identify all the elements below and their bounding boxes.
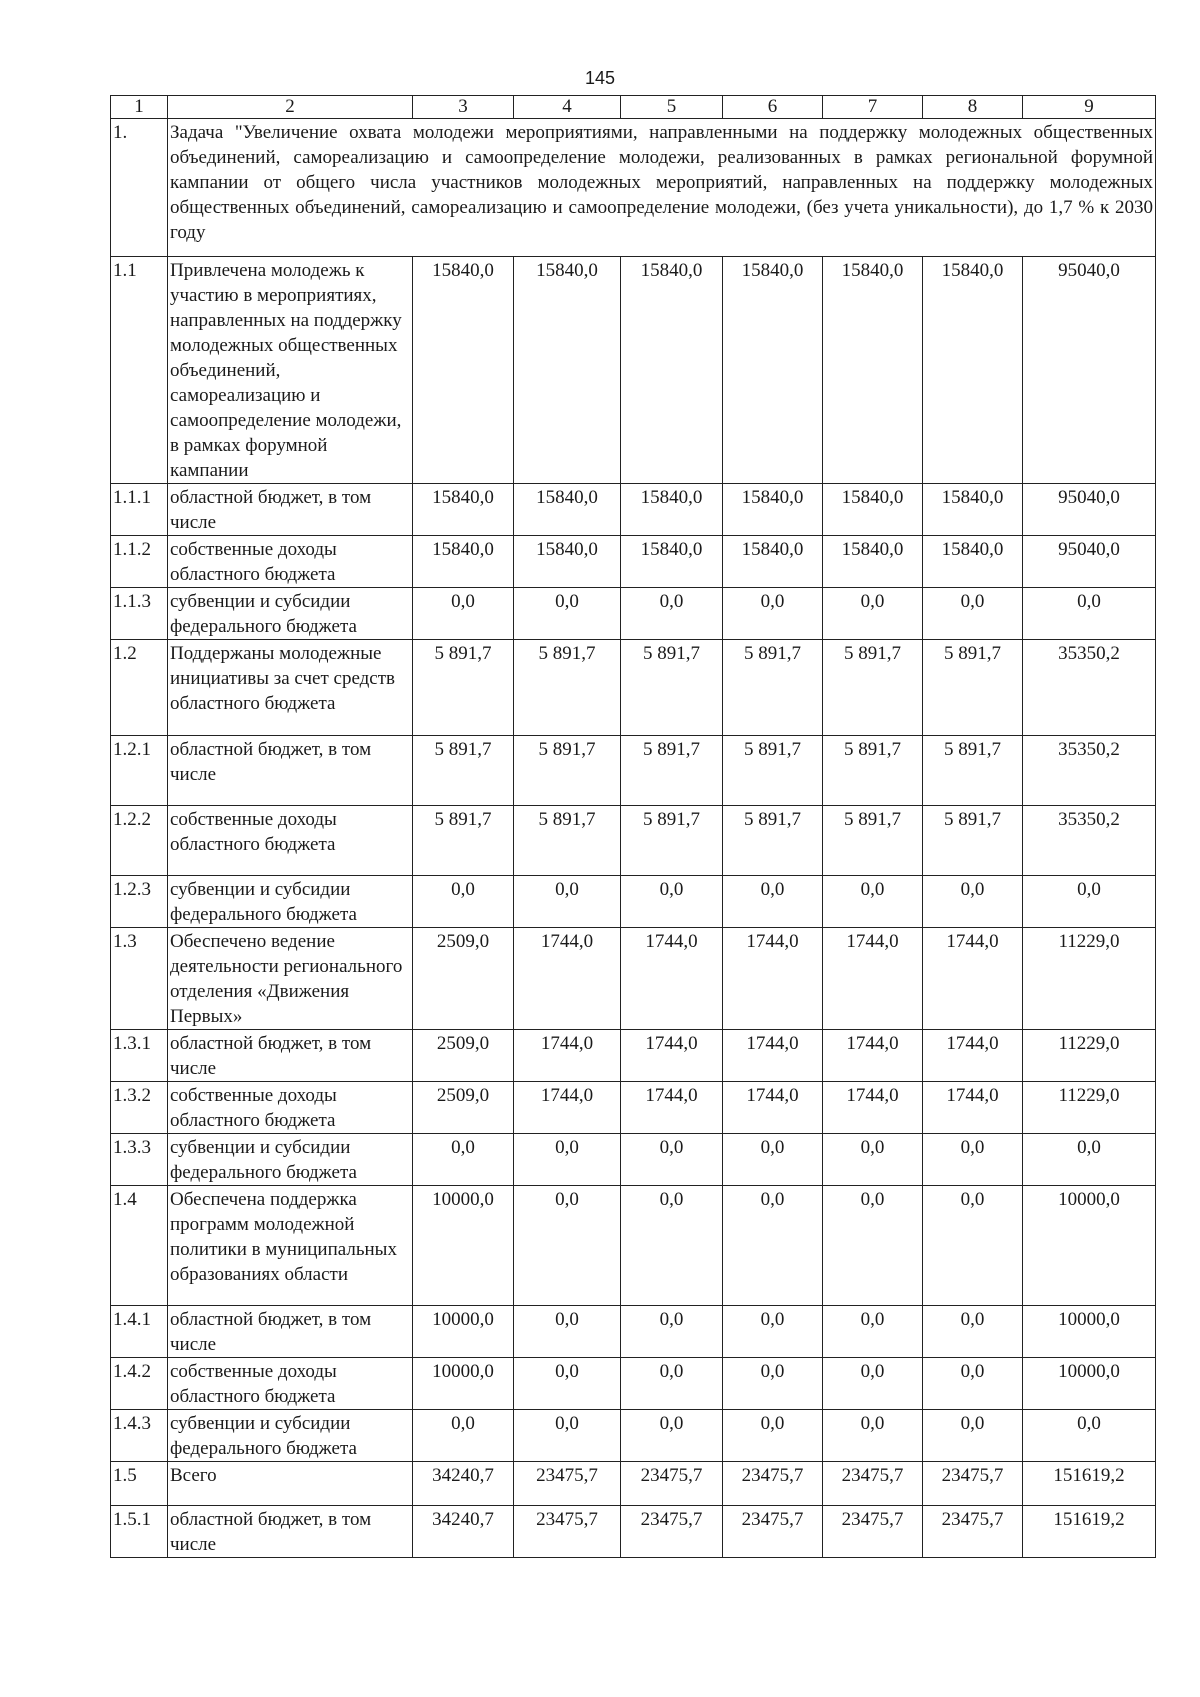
row-value: 35350,2	[1023, 640, 1156, 736]
table-row	[111, 588, 1156, 640]
row-value: 11229,0	[1023, 1082, 1156, 1134]
row-value: 5 891,7	[723, 640, 823, 736]
row-value: 0,0	[1023, 1134, 1156, 1186]
row-value: 0,0	[923, 1186, 1023, 1306]
row-label: субвенции и субсидии федерального бюджета	[168, 876, 413, 928]
row-value: 0,0	[823, 1186, 923, 1306]
row-code: 1.4.3	[111, 1410, 168, 1462]
row-value: 0,0	[413, 876, 514, 928]
table-row	[111, 1358, 1156, 1410]
column-number: 9	[1023, 96, 1156, 119]
row-code: 1.3.1	[111, 1030, 168, 1082]
row-label: Поддержаны молодежные инициативы за счет средств областного бюджета	[168, 640, 413, 736]
row-value: 0,0	[514, 876, 621, 928]
row-value: 0,0	[621, 1186, 723, 1306]
table-row	[111, 928, 1156, 1030]
task-code: 1.	[111, 119, 168, 257]
row-value: 0,0	[621, 876, 723, 928]
table-row	[111, 1082, 1156, 1134]
row-value: 5 891,7	[823, 640, 923, 736]
row-value: 11229,0	[1023, 928, 1156, 1030]
row-value: 15840,0	[823, 484, 923, 536]
row-value: 5 891,7	[514, 736, 621, 806]
row-value: 15840,0	[621, 257, 723, 484]
row-value: 5 891,7	[413, 736, 514, 806]
row-value: 0,0	[823, 1410, 923, 1462]
row-value: 23475,7	[723, 1462, 823, 1506]
row-value: 0,0	[621, 588, 723, 640]
row-value: 0,0	[923, 588, 1023, 640]
row-value: 0,0	[1023, 1410, 1156, 1462]
row-value: 0,0	[514, 588, 621, 640]
column-number: 7	[823, 96, 923, 119]
table-row	[111, 736, 1156, 806]
row-value: 5 891,7	[823, 736, 923, 806]
row-value: 0,0	[1023, 876, 1156, 928]
row-value: 10000,0	[1023, 1306, 1156, 1358]
row-value: 0,0	[923, 1306, 1023, 1358]
row-value: 10000,0	[1023, 1358, 1156, 1410]
row-value: 0,0	[723, 1306, 823, 1358]
row-value: 1744,0	[621, 1030, 723, 1082]
row-label: Обеспечена поддержка программ молодежной политики в муниципальных образованиях области	[168, 1186, 413, 1306]
row-code: 1.2.1	[111, 736, 168, 806]
row-value: 5 891,7	[621, 806, 723, 876]
row-code: 1.4.2	[111, 1358, 168, 1410]
table-row	[111, 1306, 1156, 1358]
row-value: 0,0	[514, 1186, 621, 1306]
row-value: 23475,7	[621, 1506, 723, 1558]
row-value: 5 891,7	[514, 640, 621, 736]
row-label: субвенции и субсидии федерального бюджета	[168, 588, 413, 640]
row-value: 15840,0	[621, 536, 723, 588]
row-label: собственные доходы областного бюджета	[168, 536, 413, 588]
column-number: 4	[514, 96, 621, 119]
table-row	[111, 257, 1156, 484]
row-value: 151619,2	[1023, 1506, 1156, 1558]
row-code: 1.4.1	[111, 1306, 168, 1358]
row-value: 15840,0	[413, 257, 514, 484]
row-value: 95040,0	[1023, 536, 1156, 588]
row-value: 0,0	[621, 1410, 723, 1462]
row-value: 1744,0	[514, 1082, 621, 1134]
row-value: 0,0	[621, 1134, 723, 1186]
table-row	[111, 1506, 1156, 1558]
row-value: 0,0	[723, 1358, 823, 1410]
row-label: субвенции и субсидии федерального бюджета	[168, 1134, 413, 1186]
row-value: 15840,0	[723, 536, 823, 588]
row-value: 95040,0	[1023, 257, 1156, 484]
table-row	[111, 1134, 1156, 1186]
row-value: 95040,0	[1023, 484, 1156, 536]
task-row	[111, 119, 1156, 257]
row-value: 5 891,7	[413, 806, 514, 876]
row-label: собственные доходы областного бюджета	[168, 1082, 413, 1134]
row-value: 23475,7	[723, 1506, 823, 1558]
row-value: 0,0	[621, 1306, 723, 1358]
row-label: Всего	[168, 1462, 413, 1506]
column-number: 2	[168, 96, 413, 119]
row-value: 0,0	[723, 1410, 823, 1462]
row-value: 15840,0	[514, 257, 621, 484]
row-value: 15840,0	[413, 536, 514, 588]
row-value: 1744,0	[923, 1082, 1023, 1134]
row-value: 151619,2	[1023, 1462, 1156, 1506]
row-value: 15840,0	[823, 257, 923, 484]
row-value: 1744,0	[823, 1082, 923, 1134]
table-row	[111, 640, 1156, 736]
row-value: 15840,0	[923, 484, 1023, 536]
row-value: 23475,7	[823, 1506, 923, 1558]
row-code: 1.5	[111, 1462, 168, 1506]
column-number-row	[111, 96, 1156, 119]
row-value: 10000,0	[413, 1306, 514, 1358]
row-label: областной бюджет, в том числе	[168, 1030, 413, 1082]
row-value: 0,0	[514, 1358, 621, 1410]
table-row	[111, 1030, 1156, 1082]
row-value: 5 891,7	[621, 736, 723, 806]
row-label: областной бюджет, в том числе	[168, 1306, 413, 1358]
column-number: 5	[621, 96, 723, 119]
row-code: 1.5.1	[111, 1506, 168, 1558]
table-row	[111, 1462, 1156, 1506]
row-value: 5 891,7	[723, 806, 823, 876]
row-value: 15840,0	[514, 484, 621, 536]
row-value: 1744,0	[621, 1082, 723, 1134]
row-value: 10000,0	[413, 1186, 514, 1306]
row-value: 0,0	[413, 1134, 514, 1186]
row-value: 15840,0	[723, 257, 823, 484]
row-value: 0,0	[923, 1134, 1023, 1186]
row-value: 23475,7	[923, 1462, 1023, 1506]
row-value: 23475,7	[621, 1462, 723, 1506]
row-value: 0,0	[723, 1134, 823, 1186]
row-value: 0,0	[823, 1306, 923, 1358]
row-value: 10000,0	[413, 1358, 514, 1410]
row-code: 1.3	[111, 928, 168, 1030]
row-value: 0,0	[1023, 588, 1156, 640]
row-value: 2509,0	[413, 1082, 514, 1134]
row-value: 0,0	[621, 1358, 723, 1410]
table-row	[111, 536, 1156, 588]
row-value: 1744,0	[723, 1030, 823, 1082]
column-number: 6	[723, 96, 823, 119]
row-value: 1744,0	[923, 1030, 1023, 1082]
row-value: 15840,0	[413, 484, 514, 536]
row-code: 1.3.3	[111, 1134, 168, 1186]
row-code: 1.2.2	[111, 806, 168, 876]
row-code: 1.2.3	[111, 876, 168, 928]
row-value: 5 891,7	[923, 806, 1023, 876]
column-number: 1	[111, 96, 168, 119]
row-value: 1744,0	[514, 1030, 621, 1082]
table-row	[111, 1410, 1156, 1462]
row-value: 15840,0	[923, 536, 1023, 588]
row-value: 1744,0	[823, 1030, 923, 1082]
task-description: Задача "Увеличение охвата молодежи мероприятиями, направленными на поддержку молодежных общественных объединений, самореализацию и самоопределение молодежи, реализованных в рамках региональной форумной кампании от общего числа участников молодежных мероприятий, направленных на поддержку молодежных общественных объединений, самореализацию и самоопределение молодежи, (без учета уникальности), до 1,7 % к 2030 году	[168, 119, 1156, 257]
row-code: 1.1.3	[111, 588, 168, 640]
row-value: 0,0	[823, 1134, 923, 1186]
row-value: 5 891,7	[413, 640, 514, 736]
row-value: 5 891,7	[621, 640, 723, 736]
row-value: 15840,0	[923, 257, 1023, 484]
row-label: областной бюджет, в том числе	[168, 1506, 413, 1558]
row-value: 0,0	[923, 1410, 1023, 1462]
row-value: 1744,0	[923, 928, 1023, 1030]
row-value: 34240,7	[413, 1506, 514, 1558]
row-value: 1744,0	[723, 928, 823, 1030]
row-value: 0,0	[514, 1306, 621, 1358]
row-value: 15840,0	[723, 484, 823, 536]
row-value: 0,0	[413, 588, 514, 640]
row-value: 0,0	[514, 1134, 621, 1186]
row-value: 11229,0	[1023, 1030, 1156, 1082]
row-label: областной бюджет, в том числе	[168, 736, 413, 806]
page-number: 145	[584, 68, 616, 88]
row-code: 1.1.2	[111, 536, 168, 588]
row-code: 1.3.2	[111, 1082, 168, 1134]
table-row	[111, 876, 1156, 928]
row-value: 23475,7	[514, 1462, 621, 1506]
row-value: 34240,7	[413, 1462, 514, 1506]
row-value: 0,0	[823, 588, 923, 640]
row-value: 35350,2	[1023, 806, 1156, 876]
row-label: субвенции и субсидии федерального бюджета	[168, 1410, 413, 1462]
row-value: 0,0	[723, 1186, 823, 1306]
row-label: собственные доходы областного бюджета	[168, 806, 413, 876]
table-row	[111, 484, 1156, 536]
row-value: 0,0	[723, 588, 823, 640]
row-value: 1744,0	[823, 928, 923, 1030]
column-number: 8	[923, 96, 1023, 119]
row-value: 23475,7	[514, 1506, 621, 1558]
row-label: областной бюджет, в том числе	[168, 484, 413, 536]
row-value: 1744,0	[514, 928, 621, 1030]
row-value: 5 891,7	[823, 806, 923, 876]
row-value: 5 891,7	[923, 640, 1023, 736]
row-value: 0,0	[823, 876, 923, 928]
row-value: 35350,2	[1023, 736, 1156, 806]
row-value: 0,0	[723, 876, 823, 928]
row-value: 15840,0	[823, 536, 923, 588]
row-value: 2509,0	[413, 928, 514, 1030]
row-value: 15840,0	[621, 484, 723, 536]
row-value: 5 891,7	[514, 806, 621, 876]
row-code: 1.1	[111, 257, 168, 484]
budget-table	[110, 95, 1156, 1558]
row-code: 1.4	[111, 1186, 168, 1306]
row-label: собственные доходы областного бюджета	[168, 1358, 413, 1410]
row-value: 23475,7	[923, 1506, 1023, 1558]
row-value: 1744,0	[723, 1082, 823, 1134]
row-code: 1.2	[111, 640, 168, 736]
row-value: 0,0	[923, 1358, 1023, 1410]
row-value: 1744,0	[621, 928, 723, 1030]
row-code: 1.1.1	[111, 484, 168, 536]
row-value: 2509,0	[413, 1030, 514, 1082]
row-value: 23475,7	[823, 1462, 923, 1506]
row-value: 0,0	[413, 1410, 514, 1462]
row-value: 15840,0	[514, 536, 621, 588]
row-value: 0,0	[514, 1410, 621, 1462]
table-row	[111, 806, 1156, 876]
row-label: Обеспечено ведение деятельности регионального отделения «Движения Первых»	[168, 928, 413, 1030]
row-value: 10000,0	[1023, 1186, 1156, 1306]
row-value: 5 891,7	[923, 736, 1023, 806]
column-number: 3	[413, 96, 514, 119]
table-row	[111, 1186, 1156, 1306]
row-value: 0,0	[923, 876, 1023, 928]
row-label: Привлечена молодежь к участию в мероприятиях, направленных на поддержку молодежных общественных объединений, самореализацию и самоопределение молодежи, в рамках форумной кампании	[168, 257, 413, 484]
row-value: 5 891,7	[723, 736, 823, 806]
row-value: 0,0	[823, 1358, 923, 1410]
